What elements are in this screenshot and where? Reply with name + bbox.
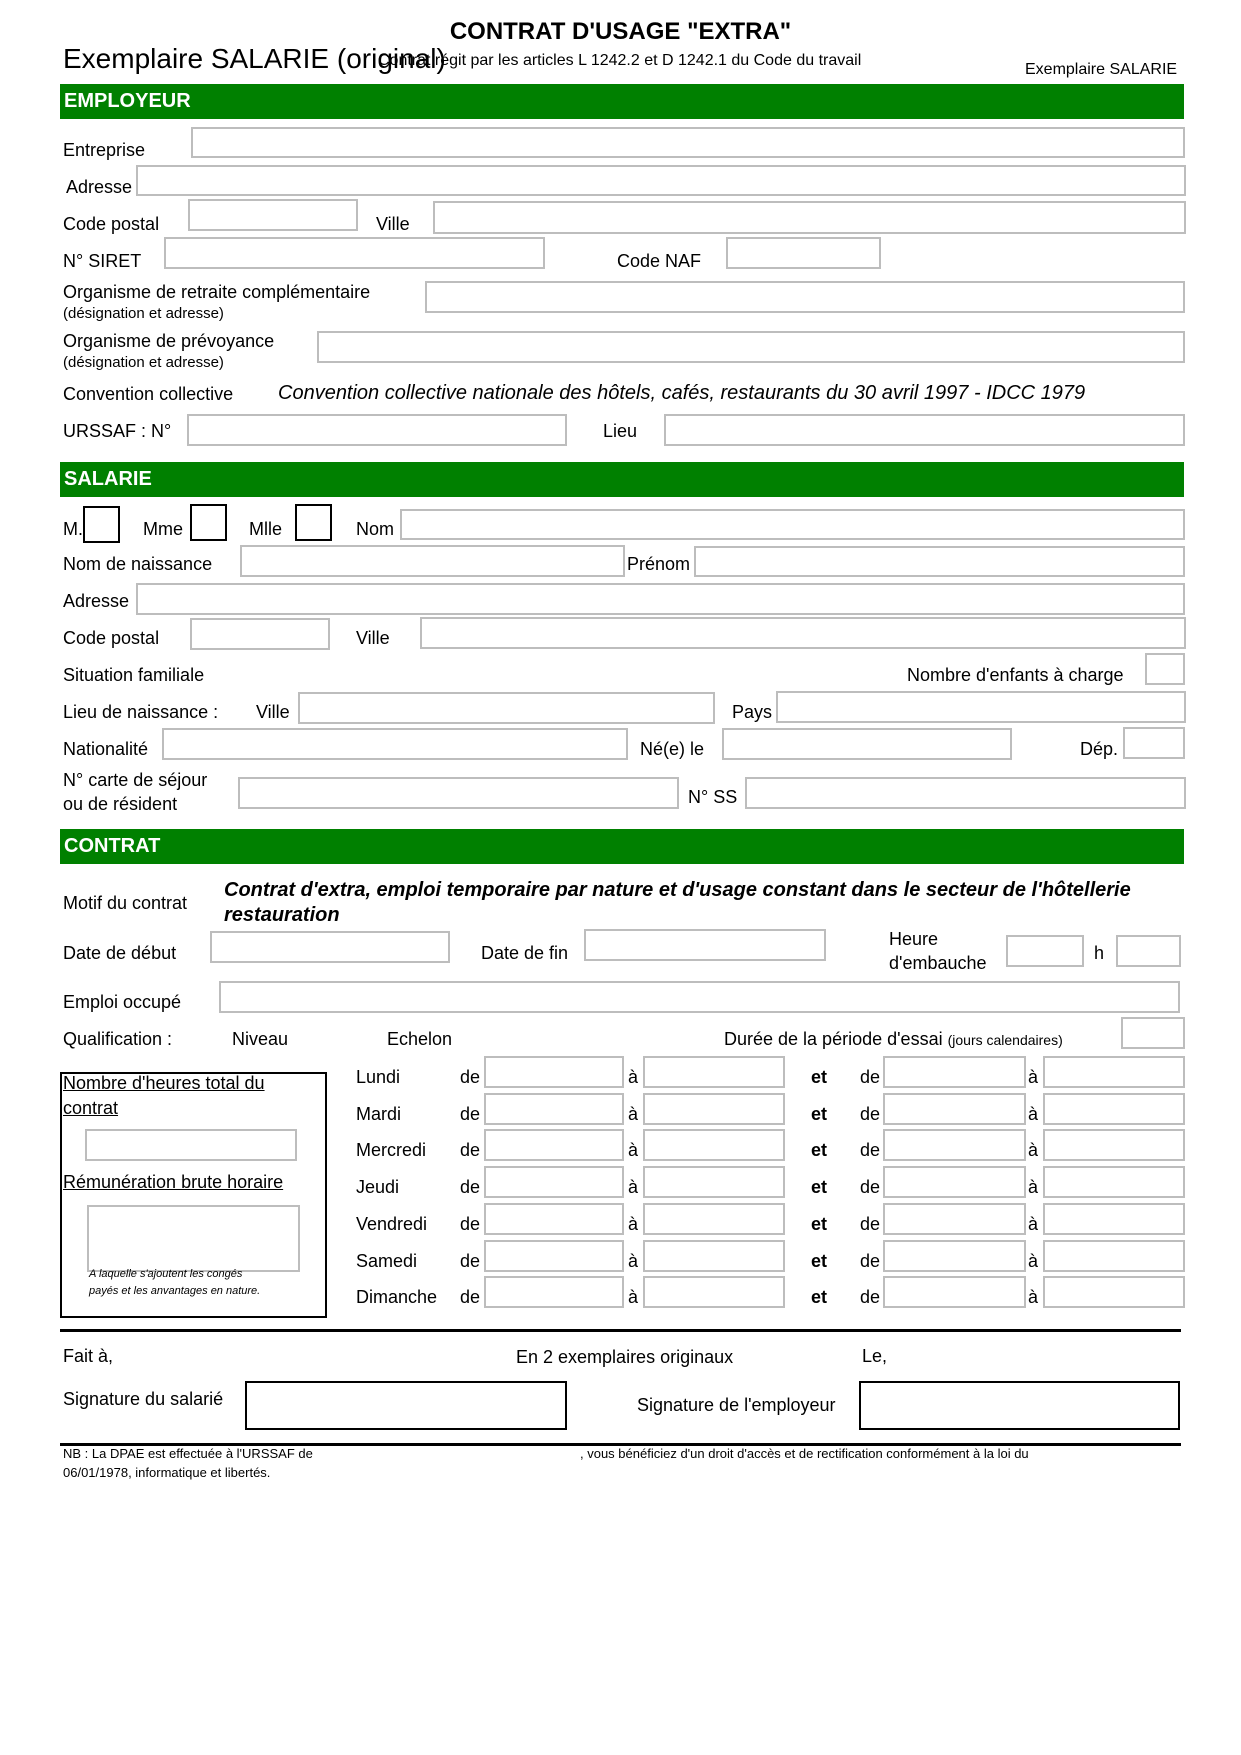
- et-label: et: [811, 1067, 828, 1087]
- a-label: à: [628, 1287, 639, 1307]
- motif-value-line2: restauration: [224, 904, 340, 926]
- dimanche-am-end[interactable]: [643, 1276, 785, 1308]
- mercredi-pm-start[interactable]: [883, 1129, 1026, 1161]
- heures-total-field[interactable]: [85, 1129, 297, 1161]
- label-retraite: Organisme de retraite complémentaire: [63, 282, 371, 302]
- day-label-lundi: Lundi: [356, 1067, 401, 1087]
- note-line2: payés et les anvantages en nature.: [89, 1285, 261, 1297]
- entreprise-field[interactable]: [191, 127, 1185, 158]
- nb-text-3: 06/01/1978, informatique et libertés.: [63, 1465, 271, 1480]
- lundi-pm-end[interactable]: [1043, 1056, 1185, 1088]
- label-heures-total-2: contrat: [63, 1098, 119, 1118]
- label-enfants: Nombre d'enfants à charge: [907, 665, 1124, 685]
- legal-subtitle: Contrat régit par les articles L 1242.2 et D 1242.1 du Code du travail: [378, 52, 862, 69]
- label-mme: Mme: [143, 519, 183, 539]
- label-fait-a: Fait à,: [63, 1346, 114, 1366]
- nationalite-field[interactable]: [162, 728, 628, 760]
- nom-field[interactable]: [400, 509, 1185, 540]
- emploi-field[interactable]: [219, 981, 1180, 1013]
- remuneration-field[interactable]: [87, 1205, 300, 1272]
- label-nationalite: Nationalité: [63, 739, 149, 759]
- nb-text-1: NB : La DPAE est effectuée à l'URSSAF de: [63, 1446, 313, 1461]
- section-contrat: CONTRAT: [60, 829, 1184, 864]
- dimanche-pm-start[interactable]: [883, 1276, 1026, 1308]
- essai-field[interactable]: [1121, 1017, 1185, 1049]
- label-qualification: Qualification :: [63, 1029, 173, 1049]
- dep-field[interactable]: [1123, 727, 1185, 759]
- label-emploi: Emploi occupé: [63, 992, 182, 1012]
- et-label: et: [811, 1140, 828, 1160]
- label-convention: Convention collective: [63, 384, 234, 404]
- jeudi-pm-start[interactable]: [883, 1166, 1026, 1198]
- day-label-jeudi: Jeudi: [356, 1177, 400, 1197]
- heure-embauche-minutes[interactable]: [1116, 935, 1181, 967]
- ville-salarie-field[interactable]: [420, 617, 1186, 649]
- label-prevoyance: Organisme de prévoyance: [63, 331, 275, 351]
- label-code-postal-salarie: Code postal: [63, 628, 160, 648]
- mardi-pm-start[interactable]: [883, 1093, 1026, 1125]
- ville-employeur-field[interactable]: [433, 201, 1186, 234]
- label-ne-le: Né(e) le: [640, 739, 705, 759]
- motif-value-line1: Contrat d'extra, emploi temporaire par nature et d'usage constant dans le secteur de l'hôtellerie: [224, 879, 1131, 901]
- label-embauche: d'embauche: [889, 953, 987, 973]
- et-label: et: [811, 1214, 828, 1234]
- lundi-am-start[interactable]: [484, 1056, 624, 1088]
- jeudi-am-start[interactable]: [484, 1166, 624, 1198]
- label-dep: Dép.: [1080, 739, 1119, 759]
- checkbox-m[interactable]: [83, 506, 120, 543]
- vendredi-am-start[interactable]: [484, 1203, 624, 1235]
- label-adresse-employeur: Adresse: [66, 177, 133, 197]
- label-urssaf: URSSAF : N°: [63, 421, 172, 441]
- label-pays: Pays: [732, 702, 773, 722]
- retraite-field[interactable]: [425, 281, 1185, 313]
- de-label: de: [860, 1214, 881, 1234]
- label-signature-salarie: Signature du salarié: [63, 1389, 224, 1409]
- label-ville-salarie: Ville: [356, 628, 390, 648]
- de-label: de: [860, 1140, 881, 1160]
- day-label-samedi: Samedi: [356, 1251, 418, 1271]
- label-nom: Nom: [356, 519, 395, 539]
- de-label: de: [460, 1104, 481, 1124]
- label-retraite-sub: (désignation et adresse): [63, 305, 224, 322]
- note-line1: A laquelle s'ajoutent les congés: [89, 1268, 243, 1280]
- adresse-employeur-field[interactable]: [136, 165, 1186, 196]
- label-exemplaires: En 2 exemplaires originaux: [516, 1347, 734, 1367]
- date-fin-field[interactable]: [584, 929, 826, 961]
- signature-salarie-field[interactable]: [245, 1381, 567, 1430]
- signature-employeur-field[interactable]: [859, 1381, 1180, 1430]
- enfants-field[interactable]: [1145, 653, 1185, 685]
- mercredi-am-end[interactable]: [643, 1129, 785, 1161]
- ville-naissance-field[interactable]: [298, 692, 715, 724]
- date-naissance-field[interactable]: [722, 728, 1012, 760]
- et-label: et: [811, 1177, 828, 1197]
- label-lieu: Lieu: [603, 421, 638, 441]
- day-label-vendredi: Vendredi: [356, 1214, 428, 1234]
- a-label: à: [628, 1140, 639, 1160]
- mardi-am-end[interactable]: [643, 1093, 785, 1125]
- samedi-pm-start[interactable]: [883, 1240, 1026, 1272]
- de-label: de: [860, 1287, 881, 1307]
- a-label: à: [628, 1177, 639, 1197]
- a-label: à: [1028, 1177, 1039, 1197]
- label-le: Le,: [862, 1346, 888, 1366]
- footer-divider-top: [60, 1329, 1181, 1332]
- siret-field[interactable]: [164, 237, 545, 269]
- label-lieu-naissance: Lieu de naissance :: [63, 702, 219, 722]
- copy-label-large: Exemplaire SALARIE (original): [63, 43, 446, 74]
- a-label: à: [1028, 1140, 1039, 1160]
- a-label: à: [1028, 1104, 1039, 1124]
- de-label: de: [460, 1067, 481, 1087]
- vendredi-pm-end[interactable]: [1043, 1203, 1185, 1235]
- naf-field[interactable]: [726, 237, 881, 269]
- prenom-field[interactable]: [694, 546, 1185, 577]
- urssaf-field[interactable]: [187, 414, 567, 446]
- adresse-salarie-field[interactable]: [136, 583, 1185, 615]
- mardi-pm-end[interactable]: [1043, 1093, 1185, 1125]
- label-code-postal-employeur: Code postal: [63, 214, 160, 234]
- essai-sub: (jours calendaires): [947, 1032, 1063, 1048]
- prevoyance-field[interactable]: [317, 331, 1185, 363]
- essai-text: Durée de la période d'essai: [724, 1029, 943, 1049]
- jeudi-pm-end[interactable]: [1043, 1166, 1185, 1198]
- label-heures-total-1: Nombre d'heures total du: [63, 1073, 265, 1093]
- samedi-am-end[interactable]: [643, 1240, 785, 1272]
- label-h: h: [1094, 943, 1105, 963]
- label-ss: N° SS: [688, 787, 738, 807]
- label-m: M.: [63, 519, 83, 539]
- de-label: de: [860, 1067, 881, 1087]
- a-label: à: [1028, 1287, 1039, 1307]
- dimanche-am-start[interactable]: [484, 1276, 624, 1308]
- label-nom-naissance: Nom de naissance: [63, 554, 213, 574]
- lundi-pm-start[interactable]: [883, 1056, 1026, 1088]
- label-mlle: Mlle: [249, 519, 283, 539]
- label-situation: Situation familiale: [63, 665, 205, 685]
- label-heure: Heure: [889, 929, 939, 949]
- form-title: CONTRAT D'USAGE "EXTRA": [449, 18, 792, 45]
- label-carte-resident: ou de résident: [63, 794, 178, 814]
- checkbox-mlle[interactable]: [295, 504, 332, 541]
- a-label: à: [628, 1067, 639, 1087]
- a-label: à: [1028, 1251, 1039, 1271]
- label-date-fin: Date de fin: [481, 943, 569, 963]
- ss-field[interactable]: [745, 777, 1186, 809]
- mardi-am-start[interactable]: [484, 1093, 624, 1125]
- et-label: et: [811, 1251, 828, 1271]
- de-label: de: [460, 1214, 481, 1234]
- label-prevoyance-sub: (désignation et adresse): [63, 354, 224, 371]
- label-adresse-salarie: Adresse: [63, 591, 130, 611]
- nom-naissance-field[interactable]: [240, 545, 625, 577]
- nb-text-2: , vous bénéficiez d'un droit d'accès et de rectification conformément à la loi du: [580, 1446, 1029, 1461]
- label-ville-employeur: Ville: [376, 214, 410, 234]
- de-label: de: [460, 1140, 481, 1160]
- label-remuneration: Rémunération brute horaire: [63, 1172, 284, 1192]
- de-label: de: [860, 1104, 881, 1124]
- de-label: de: [460, 1287, 481, 1307]
- pays-field[interactable]: [776, 691, 1186, 723]
- heure-embauche-hours[interactable]: [1006, 935, 1084, 967]
- copy-label-small: Exemplaire SALARIE: [1025, 61, 1178, 78]
- label-prenom: Prénom: [627, 554, 691, 574]
- checkbox-mme[interactable]: [190, 504, 227, 541]
- a-label: à: [628, 1214, 639, 1234]
- day-label-dimanche: Dimanche: [356, 1287, 438, 1307]
- label-essai: [724, 1028, 1063, 1051]
- label-ville-naissance: Ville: [256, 702, 290, 722]
- de-label: de: [460, 1177, 481, 1197]
- label-carte-sejour: N° carte de séjour: [63, 770, 208, 790]
- mercredi-am-start[interactable]: [484, 1129, 624, 1161]
- samedi-pm-end[interactable]: [1043, 1240, 1185, 1272]
- a-label: à: [628, 1104, 639, 1124]
- label-motif: Motif du contrat: [63, 893, 188, 913]
- a-label: à: [628, 1251, 639, 1271]
- vendredi-am-end[interactable]: [643, 1203, 785, 1235]
- day-label-mercredi: Mercredi: [356, 1140, 427, 1160]
- day-label-mardi: Mardi: [356, 1104, 402, 1124]
- convention-value: Convention collective nationale des hôtels, cafés, restaurants du 30 avril 1997 - IDCC 1979: [278, 382, 1086, 404]
- label-signature-employeur: Signature de l'employeur: [637, 1395, 836, 1415]
- code-postal-salarie-field[interactable]: [190, 618, 330, 650]
- et-label: et: [811, 1104, 828, 1124]
- vendredi-pm-start[interactable]: [883, 1203, 1026, 1235]
- date-debut-field[interactable]: [210, 931, 450, 963]
- label-niveau: Niveau: [232, 1029, 289, 1049]
- dimanche-pm-end[interactable]: [1043, 1276, 1185, 1308]
- label-date-debut: Date de début: [63, 943, 177, 963]
- code-postal-employeur-field[interactable]: [188, 199, 358, 231]
- section-salarie: SALARIE: [60, 462, 1184, 497]
- jeudi-am-end[interactable]: [643, 1166, 785, 1198]
- label-naf: Code NAF: [617, 251, 702, 271]
- de-label: de: [460, 1251, 481, 1271]
- a-label: à: [1028, 1067, 1039, 1087]
- carte-sejour-field[interactable]: [238, 777, 679, 809]
- section-employeur: EMPLOYEUR: [60, 84, 1184, 119]
- de-label: de: [860, 1177, 881, 1197]
- label-echelon: Echelon: [387, 1029, 453, 1049]
- de-label: de: [860, 1251, 881, 1271]
- lieu-field[interactable]: [664, 414, 1185, 446]
- a-label: à: [1028, 1214, 1039, 1234]
- lundi-am-end[interactable]: [643, 1056, 785, 1088]
- et-label: et: [811, 1287, 828, 1307]
- label-entreprise: Entreprise: [63, 140, 146, 160]
- mercredi-pm-end[interactable]: [1043, 1129, 1185, 1161]
- samedi-am-start[interactable]: [484, 1240, 624, 1272]
- label-siret: N° SIRET: [63, 251, 142, 271]
